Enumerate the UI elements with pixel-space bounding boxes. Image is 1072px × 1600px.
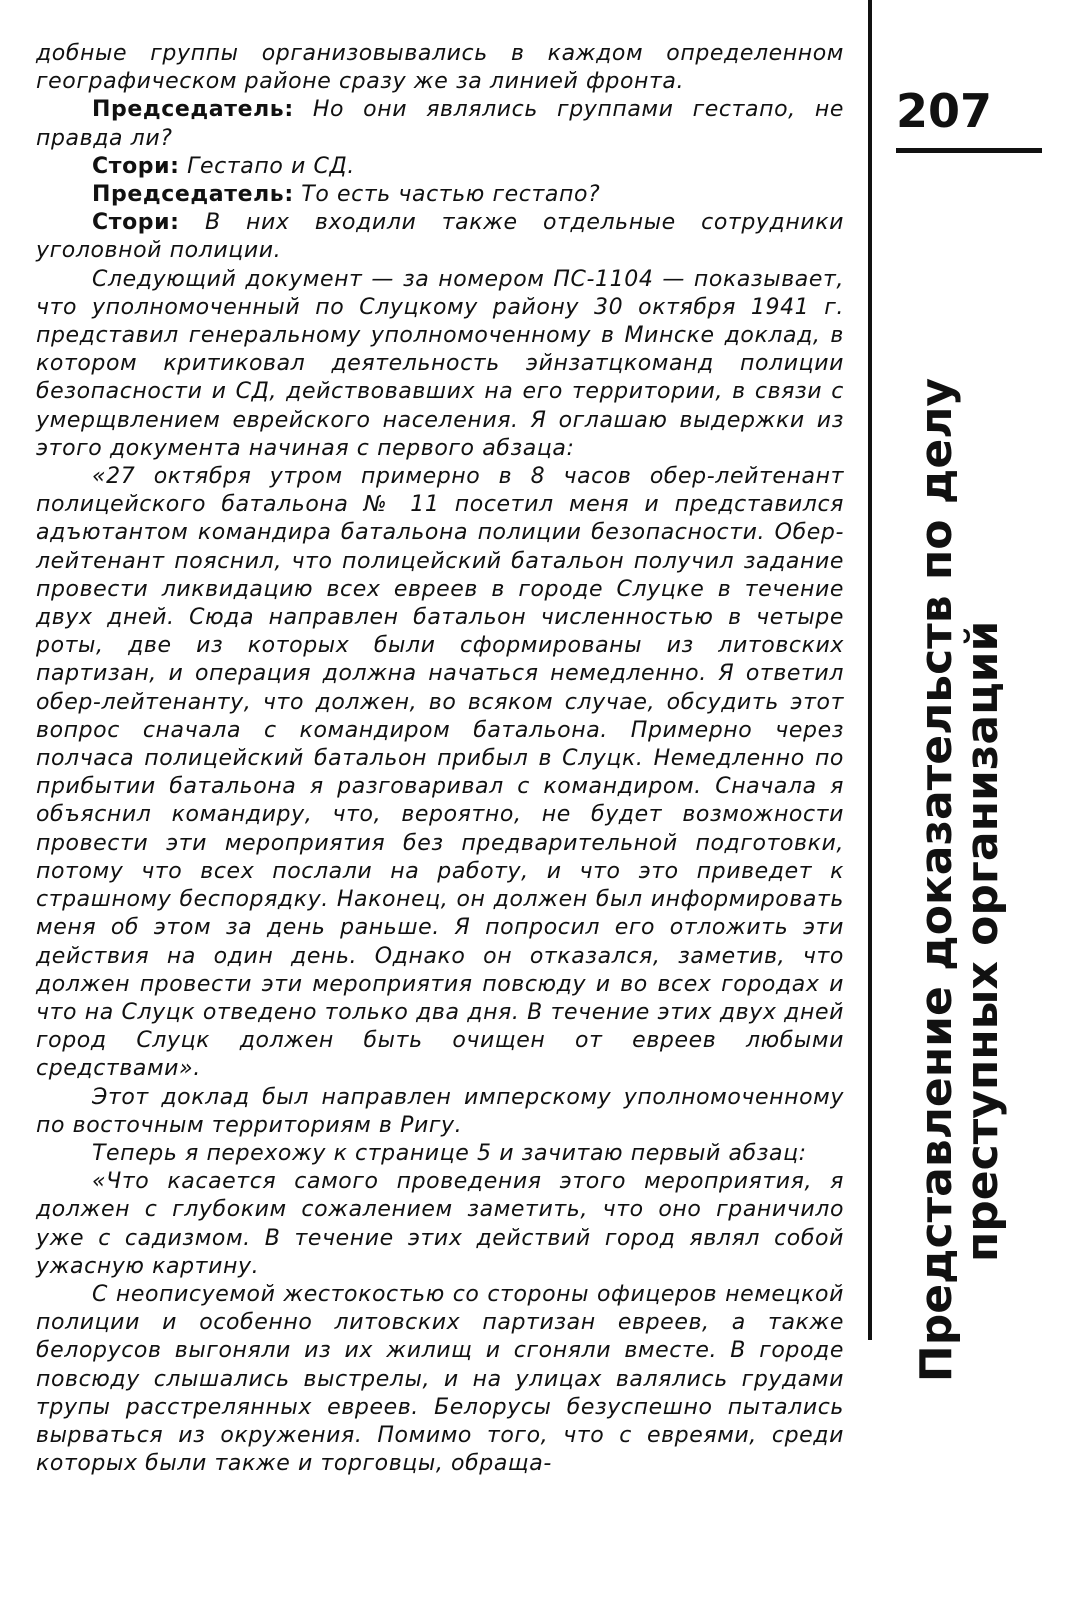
- dialogue-text: То есть частью гестапо?: [293, 182, 601, 208]
- page-number: 207: [896, 84, 993, 138]
- dialogue-text: Но они являлись группами гестапо, не правда ли?: [36, 97, 844, 151]
- paragraph: Этот доклад был направлен имперскому уполномоченному по восточным территориям в Ригу.: [36, 1084, 844, 1138]
- quoted-paragraph: «27 октября утром примерно в 8 часов обер-лейтенант полицейского батальона № 11 посетил меня и представился адъютантом командира батальона полиции безопасности. Обер-лейтенант пояснил, что полицейский батальон получил задание провести ликвидацию всех евреев в городе Слуцке в течение двух дней. Сюда направлен батальон численностью в четыре роты, две из которых были сформированы из литовских партизан, и операция должна начаться немедленно. Я ответил обер-лейтенанту, что должен, во всяком случае, обсудить этот вопрос сначала с командиром батальона. Примерно через полчаса полицейский батальон прибыл в Слуцк. Немедленно по прибытии батальона я разговаривал с командиром. Сначала я объяснил командиру, что, вероятно, не будет возможности провести эти мероприятия без предварительной подготовки, потому что всех послали на работу, и что это приведет к страшному беспорядку. Наконец, он должен был информировать меня об этом за день раньше. Я попросил его отложить эти действия на один день. Однако он отказался, заметив, что должен провести эти мероприятия повсюду и во всех городах и что на Слуцк отведено только два дня. В течение этих двух дней город Слуцк должен быть очищен от евреев любыми средствами».: [36, 464, 844, 1082]
- running-head-line-1: Представление доказательств по делу: [911, 377, 962, 1383]
- speaker-label: Председатель:: [92, 182, 294, 208]
- paragraph: Следующий документ — за номером ПС-1104 — показывает, что уполномоченный по Слуцкому району 30 октября 1941 г. представил генеральному уполномоченному в Минске доклад, в котором критиковал деятельность эйнзатцкоманд полиции безопасности и СД, действовавших на его территории, в связи с умерщвлением еврейского населения. Я оглашаю выдержки из этого документа начиная с первого абзаца:: [36, 266, 844, 461]
- running-head-line-2: преступных организаций: [957, 620, 1008, 1263]
- dialogue-text: Гестапо и СД.: [179, 153, 355, 179]
- dialogue-line: [36, 209, 844, 265]
- dialogue-line: [36, 153, 844, 181]
- paragraph-continuation: добные группы организовывались в каждом определенном географическом районе сразу же за линией фронта.: [36, 41, 844, 95]
- dialogue-line: [36, 96, 844, 152]
- dialogue-line: [36, 181, 844, 209]
- margin-rule: [868, 0, 872, 1340]
- running-head-text: [911, 377, 1008, 1383]
- speaker-label: Стори:: [92, 210, 180, 236]
- speaker-label: Председатель:: [92, 97, 294, 123]
- speaker-label: Стори:: [92, 153, 180, 179]
- page-number-underline: [896, 148, 1042, 153]
- paragraph: Теперь я перехожу к странице 5 и зачитаю первый абзац:: [92, 1140, 807, 1166]
- quoted-paragraph: «Что касается самого проведения этого мероприятия, я должен с глубоким сожалением заметить, что оно граничило уже с садизмом. В течение этих действий город являл собой ужасную картину.: [36, 1169, 844, 1279]
- dialogue-text: В них входили также отдельные сотрудники уголовной полиции.: [36, 210, 844, 264]
- quoted-paragraph: С неописуемой жестокостью со стороны офицеров немецкой полиции и особенно литовских партизан евреев, а также белорусов выгоняли из их жилищ и сгоняли вместе. В городе повсюду слышались выстрелы, и на улицах валялись грудами трупы расстрелянных евреев. Белорусы безуспешно пытались вырваться из окружения. Помимо того, что с евреями, среди которых были также и торговцы, обраща-: [36, 1281, 844, 1477]
- page-body: [36, 40, 844, 1478]
